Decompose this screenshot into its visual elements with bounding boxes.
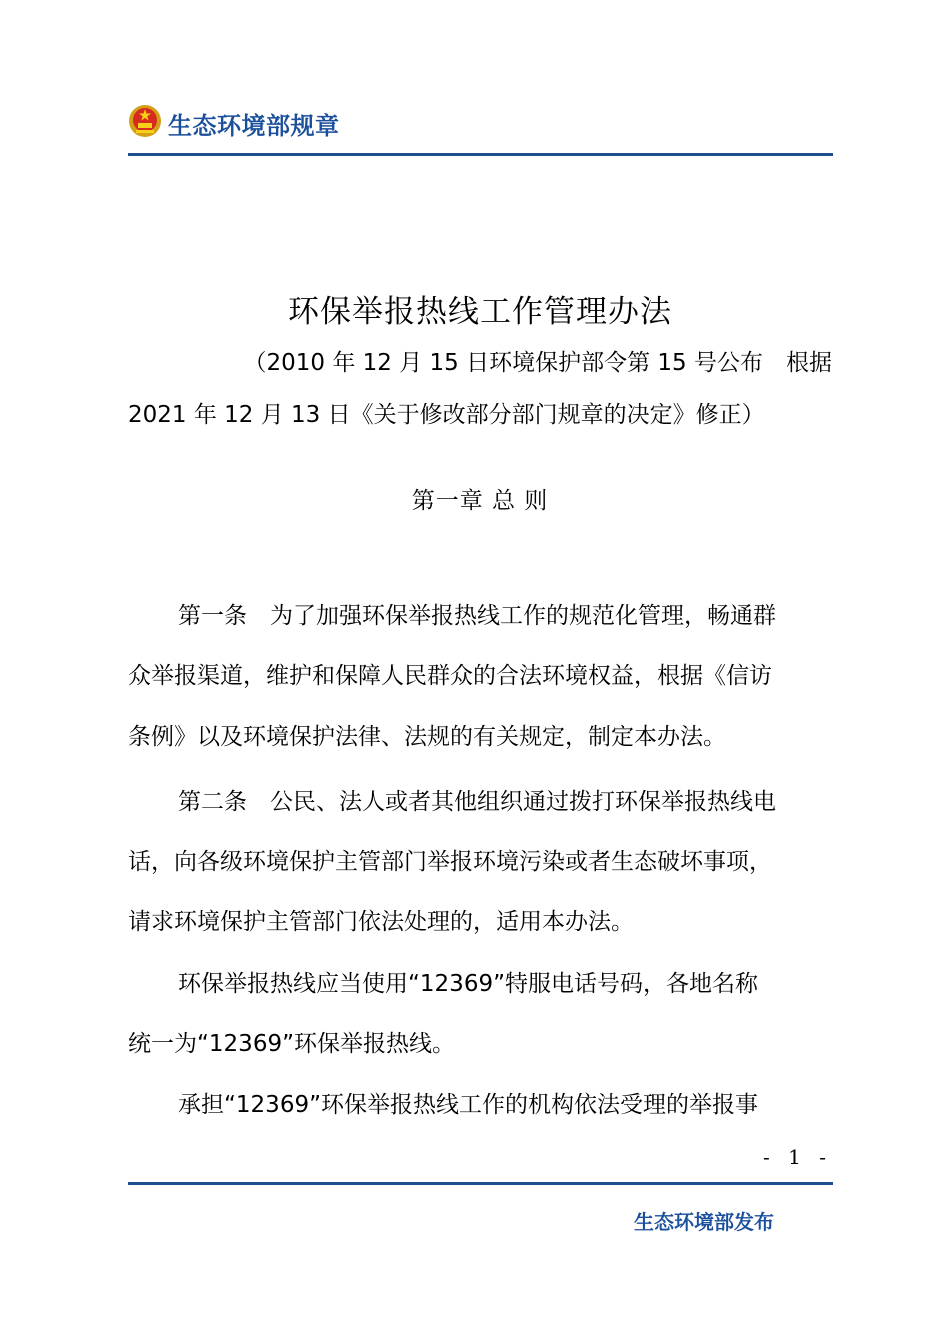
footer-publisher: 生态环境部发布 bbox=[634, 1210, 774, 1234]
article-2-line-2: 话，向各级环境保护主管部门举报环境污染或者生态破坏事项， bbox=[128, 849, 772, 875]
article-2-line-1: 第二条 公民、法人或者其他组织通过拨打环保举报热线电 bbox=[178, 789, 776, 815]
footer-divider bbox=[128, 1182, 833, 1185]
document-title: 环保举报热线工作管理办法 bbox=[288, 294, 672, 330]
hotline-paragraph-line-2: 统一为“12369”环保举报热线。 bbox=[128, 1031, 455, 1057]
article-1-line-2: 众举报渠道，维护和保障人民群众的合法环境权益，根据《信访 bbox=[128, 663, 772, 689]
article-2-line-3: 请求环境保护主管部门依法处理的，适用本办法。 bbox=[128, 909, 634, 935]
document-subtitle-line-2: 2021 年 12 月 13 日《关于修改部分部门规章的决定》修正） bbox=[128, 402, 765, 428]
page-header bbox=[128, 100, 832, 148]
chapter-heading: 第一章 总 则 bbox=[411, 488, 549, 514]
hotline-paragraph-line-1: 环保举报热线应当使用“12369”特服电话号码，各地名称 bbox=[178, 971, 758, 997]
article-1-line-1: 第一条 为了加强环保举报热线工作的规范化管理，畅通群 bbox=[178, 603, 776, 629]
national-emblem-icon bbox=[128, 104, 162, 138]
agency-paragraph-line-1: 承担“12369”环保举报热线工作的机构依法受理的举报事 bbox=[178, 1092, 758, 1118]
document-subtitle-line-1: （2010 年 12 月 15 日环境保护部令第 15 号公布 根据 bbox=[243, 350, 832, 376]
header-title: 生态环境部规章 bbox=[168, 112, 340, 140]
article-1-line-3: 条例》以及环境保护法律、法规的有关规定，制定本办法。 bbox=[128, 724, 726, 750]
page-number: - 1 - bbox=[763, 1145, 832, 1169]
header-divider bbox=[128, 153, 833, 156]
